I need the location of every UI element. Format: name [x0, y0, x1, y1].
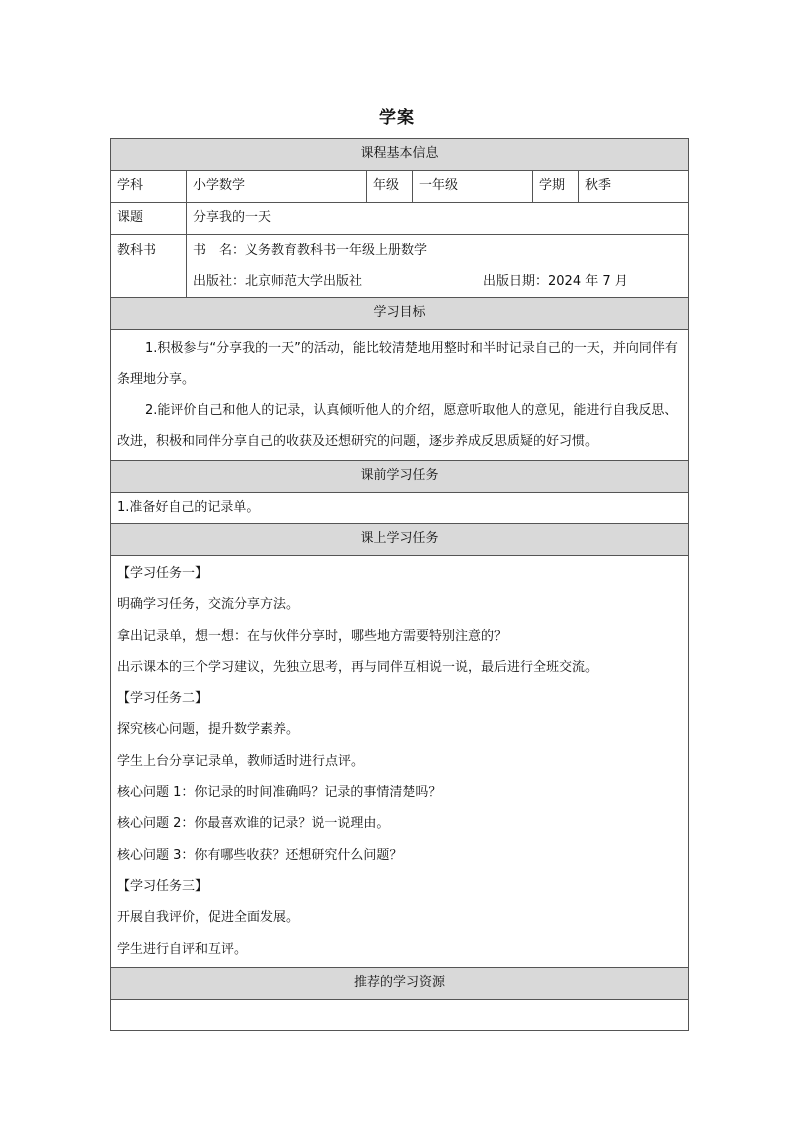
section-basic-info: 课程基本信息: [111, 139, 689, 171]
objective-item: 1.积极参与“分享我的一天”的活动，能比较清楚地用整时和半时记录自己的一天，并向同伴有条理地分享。: [117, 341, 678, 387]
task-line: 核心问题 3：你有哪些收获？还想研究什么问题？: [117, 847, 403, 863]
resources-content: [111, 999, 689, 1030]
task-line: 学生进行自评和互评。: [117, 941, 248, 957]
book-name: 书 名：义务教育教科书一年级上册数学: [193, 243, 428, 258]
section-objectives: 学习目标: [111, 298, 689, 330]
subject-value: 小学数学: [187, 171, 367, 203]
publisher-row: [193, 266, 682, 297]
topic-label: 课题: [111, 203, 187, 235]
objectives-content: [111, 330, 689, 461]
task-heading: 【学习任务一】: [117, 566, 209, 581]
term-value: 秋季: [579, 171, 689, 203]
textbook-info: [187, 235, 689, 298]
publisher: 出版社：北京师范大学出版社: [193, 274, 363, 289]
preclass-task: 1.准备好自己的记录单。: [111, 493, 689, 524]
publication-date: 出版日期：2024 年 7 月: [483, 274, 628, 289]
subject-label: 学科: [111, 171, 187, 203]
term-label: 学期: [533, 171, 579, 203]
textbook-label: 教科书: [111, 235, 187, 298]
lesson-plan-table: [110, 138, 689, 1031]
section-preclass: 课前学习任务: [111, 461, 689, 493]
section-inclass: 课上学习任务: [111, 524, 689, 556]
task-line: 出示课本的三个学习建议，先独立思考，再与同伴互相说一说，最后进行全班交流。: [117, 659, 599, 675]
task-line: 拿出记录单，想一想：在与伙伴分享时，哪些地方需要特别注意的？: [117, 628, 508, 644]
task-line: 核心问题 1：你记录的时间准确吗？记录的事情清楚吗？: [117, 785, 442, 801]
objective-item: 2.能评价自己和他人的记录，认真倾听他人的介绍，愿意听取他人的意见，能进行自我反思、改进，积极和同伴分享自己的收获及还想研究的问题，逐步养成反思质疑的好习惯。: [117, 403, 678, 449]
task-heading: 【学习任务二】: [117, 691, 209, 707]
section-resources: 推荐的学习资源: [111, 967, 689, 999]
task-heading: 【学习任务三】: [117, 878, 209, 894]
grade-value: 一年级: [413, 171, 533, 203]
task-line: 学生上台分享记录单，教师适时进行点评。: [117, 753, 365, 769]
grade-label: 年级: [367, 171, 413, 203]
topic-value: 分享我的一天: [187, 203, 689, 235]
task-line: 探究核心问题，提升数学素养。: [117, 722, 300, 738]
inclass-tasks: [111, 556, 689, 968]
task-line: 开展自我评价，促进全面发展。: [117, 910, 300, 926]
page-title: 学案: [379, 108, 415, 128]
task-line: 核心问题 2：你最喜欢谁的记录？说一说理由。: [117, 816, 390, 832]
task-line: 明确学习任务，交流分享方法。: [117, 597, 300, 613]
